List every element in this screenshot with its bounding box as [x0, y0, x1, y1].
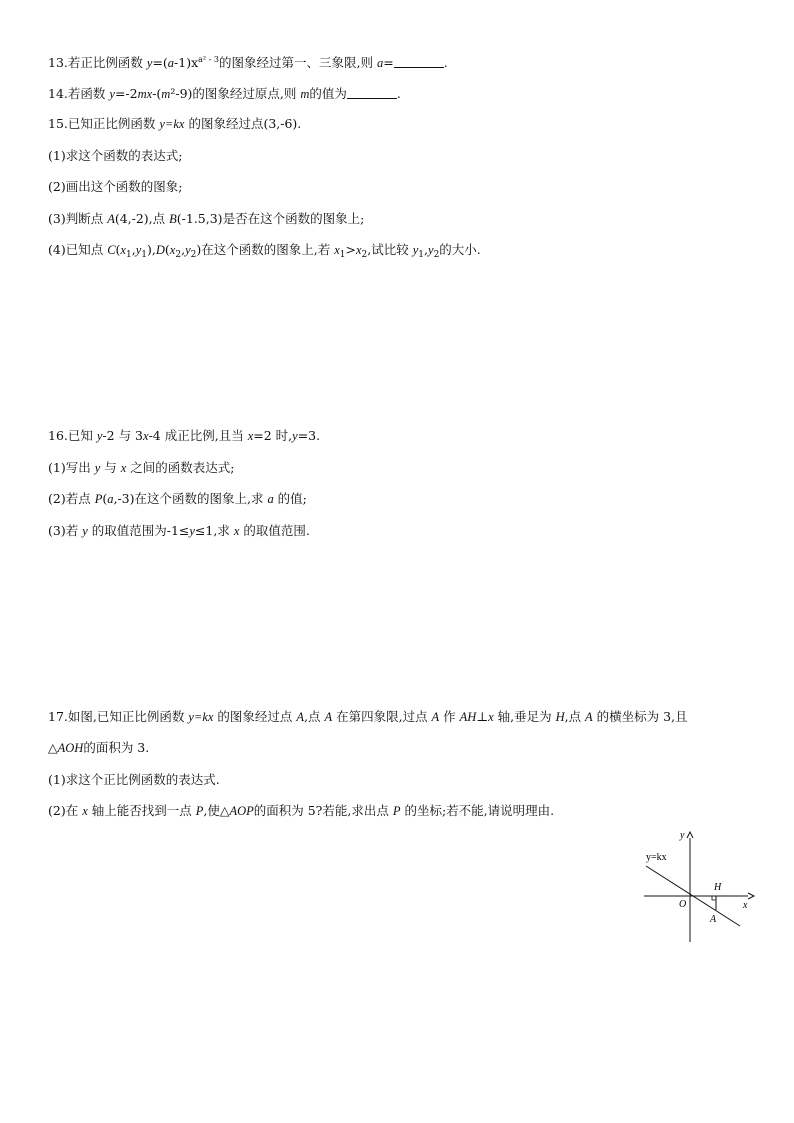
question-16-part-3: (3)若 y 的取值范围为-1≤y≤1,求 x 的取值范围.: [48, 523, 310, 538]
question-15-part-4: (4)已知点 $C(x_1,y_1),D(x_2,y_2)$在这个函数的图象上,若 $x_1>x_2$,试比较 $y_1,y_2$的大小.: [48, 242, 481, 260]
label-line: y=kx: [646, 852, 667, 863]
question-15-stem: 15.已知正比例函数 y=kx 的图象经过点(3,-6).: [48, 116, 302, 131]
y-axis-arrow-icon: [687, 832, 693, 838]
label-h: H: [714, 882, 722, 893]
question-14: 14.若函数 y=-2mx-(m²-9)的图象经过原点,则 m的值为 .: [48, 86, 401, 101]
label-y: y: [680, 830, 685, 841]
question-13: 13.若正比例函数 $y=(a-1)x^{a^2 - 3}$的图象经过第一、三象限,则 a= .: [48, 54, 448, 70]
question-17-stem: 17.如图,已知正比例函数 y=kx 的图象经过点 A,点 A 在第四象限,过点 A 作 AH⊥x 轴,垂足为 H,点 A 的横坐标为 3,且: [48, 709, 688, 724]
label-x: x: [743, 900, 748, 911]
question-15-part-3: (3)判断点 A(4,-2),点 B(-1.5,3)是否在这个函数的图象上;: [48, 211, 365, 226]
label-o: O: [679, 899, 687, 910]
question-17-part-2: (2)在 x 轴上能否找到一点 P,使△AOP的面积为 5?若能,求出点 P 的坐标;若不能,请说明理由.: [48, 803, 555, 818]
coordinate-figure-svg: [640, 826, 760, 946]
right-angle-mark: [712, 896, 716, 900]
label-a: A: [710, 914, 717, 925]
question-16-stem: 16.已知 y-2 与 3x-4 成正比例,且当 x=2 时,y=3.: [48, 428, 321, 443]
coordinate-figure: [640, 826, 760, 946]
answer-blank[interactable]: [347, 87, 397, 99]
question-15-part-2: (2)画出这个函数的图象;: [48, 179, 183, 194]
answer-blank[interactable]: [394, 56, 444, 68]
x-axis-arrow-icon: [748, 893, 754, 899]
question-17-part-1: (1)求这个正比例函数的表达式.: [48, 772, 220, 787]
question-16-part-1: (1)写出 y 与 x 之间的函数表达式;: [48, 460, 235, 475]
question-16-part-2: (2)若点 P(a,-3)在这个函数的图象上,求 a 的值;: [48, 491, 307, 506]
question-15-part-1: (1)求这个函数的表达式;: [48, 148, 183, 163]
question-17-stem-line-2: △AOH的面积为 3.: [48, 740, 150, 755]
